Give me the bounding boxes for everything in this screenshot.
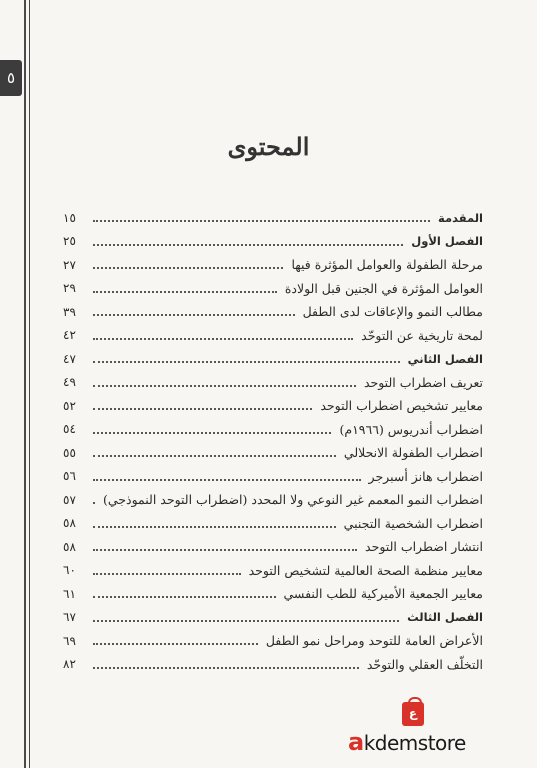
toc-entry-label: التخلّف العقلي والتوحّد (366, 656, 483, 672)
toc-page-number: ١٥ (63, 210, 76, 225)
toc-chapter-row (63, 206, 483, 230)
dot-leader (93, 243, 403, 246)
dot-leader (93, 666, 359, 669)
toc-entry-row (63, 418, 483, 442)
dot-leader (93, 407, 312, 410)
toc-page-number: ٥٨ (63, 539, 76, 554)
toc-entry-label: انتشار اضطراب التوحد (365, 539, 483, 555)
toc-page-number: ٢٥ (63, 234, 76, 249)
toc-entry-label: الأعراض العامة للتوحد ومراحل نمو الطفل (265, 633, 483, 649)
toc-entry-label: اضطراب الطفولة الانحلالي (343, 445, 483, 461)
dot-leader (93, 337, 353, 340)
toc-entry-row (63, 653, 483, 677)
dot-leader (93, 219, 430, 222)
toc-page-number: ٦٠ (63, 563, 76, 578)
toc-chapter-row (63, 606, 483, 630)
toc-page-number: ٦٩ (63, 633, 76, 648)
toc-entry-label: تعريف اضطراب التوحد (363, 374, 483, 390)
toc-page-number: ٥٥ (63, 445, 76, 460)
toc-entry-label: المقدمة (438, 210, 483, 225)
toc-entry-label: اضطراب أندريوس (١٩٦٦م) (339, 421, 483, 437)
toc-page-number: ٥٦ (63, 469, 76, 484)
toc-page-number: ٤٧ (63, 351, 76, 366)
toc-entry-row (63, 629, 483, 653)
toc-entry-row (63, 394, 483, 418)
toc-page-number: ٥٨ (63, 516, 76, 531)
binding-line (24, 0, 26, 768)
toc-entry-row (63, 253, 483, 277)
toc-page-number: ٦٧ (63, 610, 76, 625)
toc-entry-row (63, 441, 483, 465)
dot-leader (93, 454, 336, 457)
logo-glyph: ع (408, 706, 418, 720)
toc-entry-row (63, 465, 483, 489)
toc-chapter-row (63, 230, 483, 254)
dot-leader (93, 501, 95, 504)
toc-entry-label: معايير منظمة الصحة العالمية لتشخيص التوحد (248, 562, 483, 578)
toc-entry-row (63, 512, 483, 536)
table-of-contents (63, 206, 483, 676)
toc-entry-label: الفصل الثاني (407, 351, 483, 366)
toc-entry-label: مطالب النمو والإعاقات لدى الطفل (302, 304, 483, 320)
toc-page-number: ٥٤ (63, 422, 76, 437)
toc-entry-row (63, 324, 483, 348)
toc-page-number: ٥٢ (63, 398, 76, 413)
toc-page-number: ٥٧ (63, 492, 76, 507)
toc-entry-label: معايير تشخيص اضطراب التوحد (320, 398, 483, 414)
page-title: المحتوى (227, 132, 310, 161)
page-number: ٥ (6, 69, 16, 87)
toc-page-number: ٣٩ (63, 304, 76, 319)
toc-entry-label: معايير الجمعية الأميركية للطب النفسي (283, 586, 483, 602)
toc-page-number: ٤٢ (63, 328, 76, 343)
dot-leader (93, 360, 400, 363)
dot-leader (93, 266, 283, 269)
toc-entry-row (63, 371, 483, 395)
logo-text: akdemstore (348, 728, 466, 756)
page-number-tab (0, 60, 22, 96)
dot-leader (93, 431, 331, 434)
watermark-logo (348, 702, 498, 762)
toc-entry-row (63, 300, 483, 324)
dot-leader (93, 478, 361, 481)
toc-page-number: ٦١ (63, 586, 76, 601)
toc-chapter-row (63, 347, 483, 371)
shopping-bag-icon (402, 702, 424, 726)
toc-page-number: ٢٩ (63, 281, 76, 296)
toc-entry-label: اضطراب الشخصية التجنبي (343, 515, 483, 531)
toc-entry-label: لمحة تاريخية عن التوحّد (361, 327, 483, 343)
toc-page-number: ٤٩ (63, 375, 76, 390)
toc-entry-row (63, 535, 483, 559)
toc-entry-label: اضطراب هانز أسبرجر (368, 468, 483, 484)
dot-leader (93, 290, 277, 293)
toc-entry-label: الفصل الأول (411, 234, 483, 249)
dot-leader (93, 384, 356, 387)
dot-leader (93, 548, 357, 551)
toc-page-number: ٢٧ (63, 257, 76, 272)
toc-entry-row (63, 488, 483, 512)
toc-entry-row (63, 277, 483, 301)
dot-leader (93, 525, 336, 528)
toc-entry-label: مرحلة الطفولة والعوامل المؤثرة فيها (291, 257, 483, 273)
dot-leader (93, 572, 241, 575)
binding-line-thin (29, 0, 30, 768)
toc-entry-label: الفصل الثالث (407, 610, 483, 625)
dot-leader (93, 619, 399, 622)
toc-page-number: ٨٢ (63, 657, 76, 672)
dot-leader (93, 642, 258, 645)
toc-entry-row (63, 582, 483, 606)
dot-leader (93, 313, 295, 316)
toc-entry-label: العوامل المؤثرة في الجنين قبل الولادة (284, 280, 483, 296)
toc-entry-label: اضطراب النمو المعمم غير النوعي ولا المحدد (اضطراب التوحد النموذجي) (102, 492, 483, 508)
dot-leader (93, 595, 276, 598)
toc-entry-row (63, 559, 483, 583)
